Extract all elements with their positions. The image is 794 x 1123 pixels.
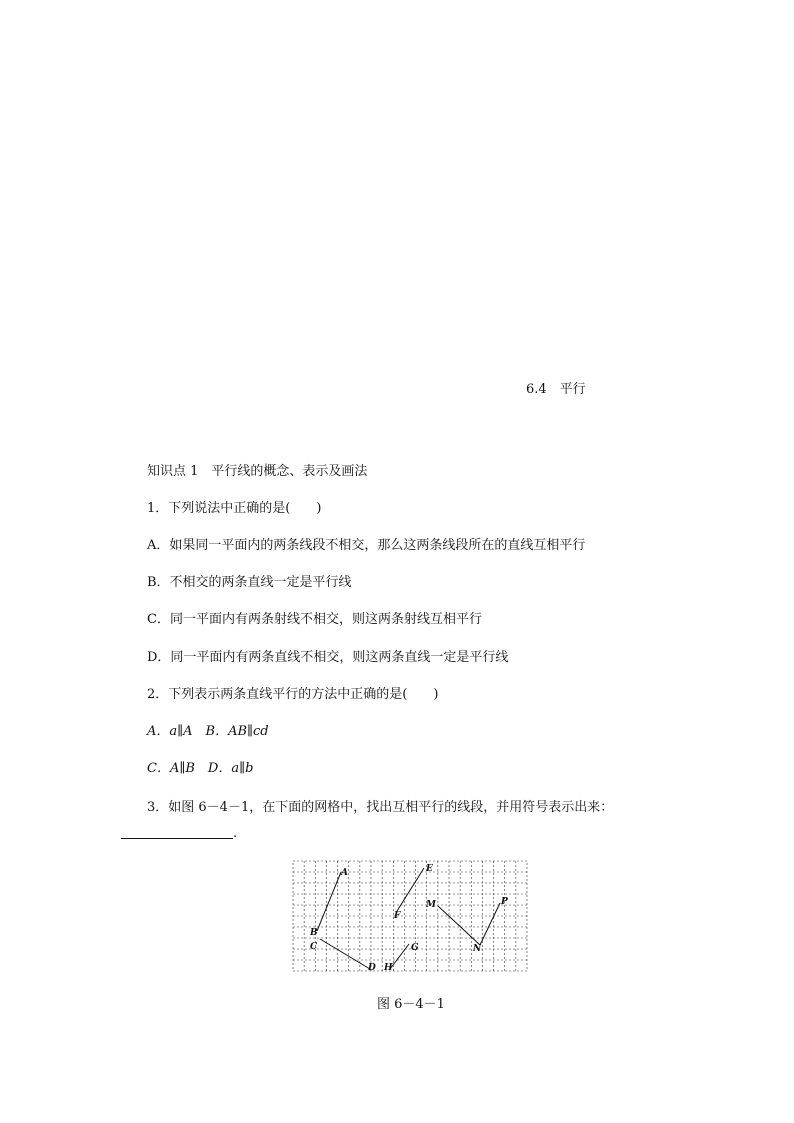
label-a: A bbox=[341, 868, 348, 878]
knowledge-point-heading: 知识点 1 平行线的概念、表示及画法 bbox=[147, 464, 368, 479]
section-title: 6.4 平行 bbox=[526, 382, 586, 397]
segment-cd bbox=[320, 939, 370, 969]
question-2-options-cd: C．A∥B D．a∥b bbox=[147, 761, 254, 776]
figure-caption: 图 6－4－1 bbox=[377, 997, 445, 1012]
question-1-option-d: D．同一平面内有两条直线不相交，则这两条直线一定是平行线 bbox=[147, 650, 509, 665]
question-2-stem: 2．下列表示两条直线平行的方法中正确的是( ) bbox=[147, 687, 439, 702]
segment-hg bbox=[390, 944, 409, 969]
segment-np bbox=[480, 903, 500, 945]
grid-lines bbox=[293, 861, 527, 971]
label-d: D bbox=[368, 963, 376, 973]
question-3-stem: 3．如图 6－4－1，在下面的网格中，找出互相平行的线段，并用符号表示出来： bbox=[147, 800, 614, 815]
segment-mn bbox=[438, 906, 480, 945]
label-b: B bbox=[310, 928, 318, 938]
question-1-stem: 1．下列说法中正确的是( ) bbox=[147, 501, 322, 516]
label-h: H bbox=[384, 963, 393, 973]
question-1-option-c: C．同一平面内有两条射线不相交，则这两条射线互相平行 bbox=[147, 612, 482, 627]
label-g: G bbox=[411, 943, 419, 953]
question-1-option-b: B．不相交的两条直线一定是平行线 bbox=[147, 575, 352, 590]
label-e: E bbox=[426, 864, 433, 874]
question-3-period: . bbox=[233, 826, 238, 841]
label-p: P bbox=[501, 897, 508, 907]
label-n: N bbox=[473, 944, 482, 954]
grid-figure bbox=[290, 858, 530, 974]
answer-blank[interactable] bbox=[121, 838, 233, 839]
label-f: F bbox=[394, 911, 401, 921]
question-1-option-a: A．如果同一平面内的两条线段不相交，那么这两条线段所在的直线互相平行 bbox=[147, 538, 586, 553]
label-c: C bbox=[310, 942, 318, 952]
question-2-options-ab: A．a∥A B．AB∥cd bbox=[147, 724, 269, 739]
segment-ef bbox=[397, 868, 424, 911]
label-m: M bbox=[426, 900, 436, 910]
